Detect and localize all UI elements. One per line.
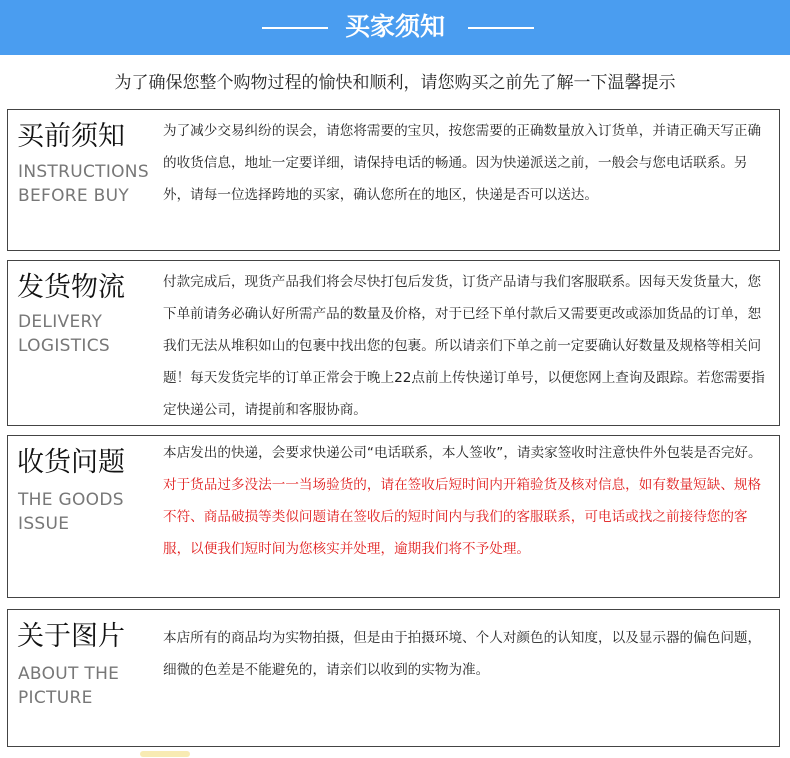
section-subtitle-en: ABOUT THE PICTURE [18,664,120,708]
section-body-warning: 对于货品过多没法一一当场验货的，请在签收后短时间内开箱验货及核对信息，如有数量短缺、规格不符、商品破损等类似问题请在签收后的短时间内与我们的客服联系，可电话或找之前接待您的客服，以便我们短时间为您核实并处理，逾期我们将不予处理。 [163,477,762,557]
section-title: 收货问题 [17,447,125,478]
section-subtitle-en: DELIVERY LOGISTICS [18,312,110,356]
section-goods-issue [7,435,780,598]
header-banner [0,0,790,55]
banner-line-right [468,27,534,29]
section-title: 买前须知 [17,121,125,152]
section-before-buy [7,109,780,251]
banner-title: 买家须知 [344,12,445,41]
section-title: 关于图片 [17,621,125,652]
section-about-picture [7,609,780,747]
section-delivery [7,260,780,426]
section-title: 发货物流 [17,272,125,303]
section-subtitle-en: THE GOODS ISSUE [18,490,124,534]
subtitle: 为了确保您整个购物过程的愉快和顺利，请您购买之前先了解一下温馨提示 [114,73,676,93]
section-subtitle-en: INSTRUCTIONS BEFORE BUY [18,162,149,206]
bottom-decoration [140,751,190,757]
section-body: 本店所有的商品均为实物拍摄，但是由于拍摄环境、个人对颜色的认知度，以及显示器的偏色问题，细微的色差是不能避免的，请亲们以收到的实物为准。 [163,630,762,678]
section-body: 付款完成后，现货产品我们将会尽快打包后发货，订货产品请与我们客服联系。因每天发货量大，您下单前请务必确认好所需产品的数量及价格，对于已经下单付款后又需要更改或添加货品的订单，恕我们无法从堆积如山的包裹中找出您的包裹。所以请亲们下单之前一定要确认好数量及规格等相关问题！每天发货完毕的订单正常会于晚上22点前上传快递订单号，以便您网上查询及跟踪。若您需要指定快递公司，请提前和客服协商。 [163,274,765,418]
section-body-text: 本店发出的快递，会要求快递公司“电话联系，本人签收”，请卖家签收时注意快件外包装是否完好。 [163,445,762,461]
section-body: 为了减少交易纠纷的误会，请您将需要的宝贝，按您需要的正确数量放入订货单，并请正确天写正确的收货信息，地址一定要详细，请保持电话的畅通。因为快递派送之前，一般会与您电话联系。另外，请每一位选择跨地的买家，确认您所在的地区，快递是否可以送达。 [163,123,762,203]
section-body [163,437,773,565]
